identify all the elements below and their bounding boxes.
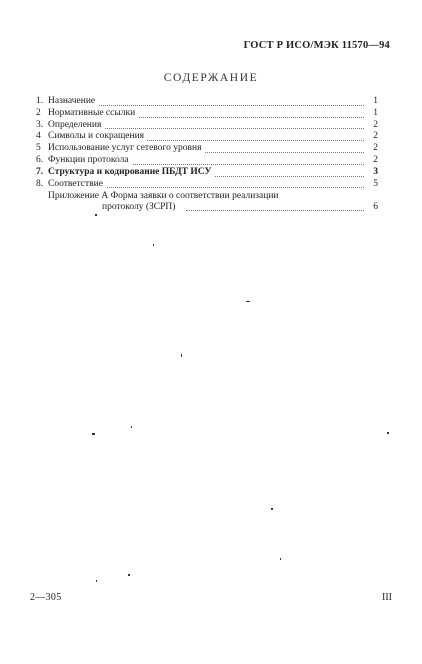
toc-item-number: 2 [36,107,41,118]
toc-item-label: Символы и сокращения [48,131,145,142]
toc-title: СОДЕРЖАНИЕ [163,72,259,84]
toc-item-page: 2 [370,143,378,155]
toc-item-label: Определения [48,119,102,130]
sheet-signature: 2—305 [30,592,62,603]
toc-item [36,96,386,108]
toc-item-page: 2 [370,131,378,143]
toc-item-label: Структура и кодирование ПБДТ ИСУ [48,166,212,177]
scan-speck [387,432,389,434]
toc-item-page: 1 [370,96,378,108]
toc-item-label: Функции протокола [48,154,129,165]
toc-item [36,143,386,155]
scan-speck [95,214,97,216]
toc-item-page: 2 [370,155,378,167]
toc-item-number: 6. [36,154,44,165]
toc-item [36,167,386,179]
toc-item-number: 5 [36,143,41,154]
toc-item-number: 1. [36,96,44,106]
scan-speck [153,244,154,246]
toc-item-number: 7. [36,166,44,177]
toc-item-label: Нормативные ссылки [48,107,136,118]
appendix-page: 6 [370,202,378,213]
toc-item [36,155,386,167]
toc-item-number: 8. [36,178,44,189]
toc-item-page: 2 [370,120,378,132]
toc-item-page: 3 [370,167,378,179]
appendix-label-line1: Приложение А Форма заявки о соответствии реализации [48,191,279,202]
toc-item-label: Назначение [48,96,96,106]
scan-speck [96,580,97,582]
toc-item-number: 3. [36,119,44,130]
dot-leader [186,210,364,211]
scan-speck [246,301,250,302]
toc-item-page: 5 [370,179,378,191]
table-of-contents [36,96,386,213]
toc-appendix-item [36,191,386,213]
scan-speck [131,426,132,428]
scan-speck [280,558,281,560]
scan-speck [92,433,95,435]
toc-item-label: Соответствие [48,178,103,189]
scan-speck [181,354,182,357]
page-number: III [382,592,392,603]
toc-item-number: 4 [36,131,41,142]
toc-item-page: 1 [370,108,378,120]
toc-item-label: Использование услуг сетевого уровня [48,143,202,154]
toc-item [36,131,386,143]
toc-item [36,179,386,191]
standard-identifier: ГОСТ Р ИСО/МЭК 11570—94 [243,40,390,51]
scan-speck [128,574,130,576]
toc-item [36,120,386,132]
appendix-label-line2: протоколу (ЗСРП) [102,202,176,213]
scan-speck [271,508,273,510]
toc-item [36,108,386,120]
